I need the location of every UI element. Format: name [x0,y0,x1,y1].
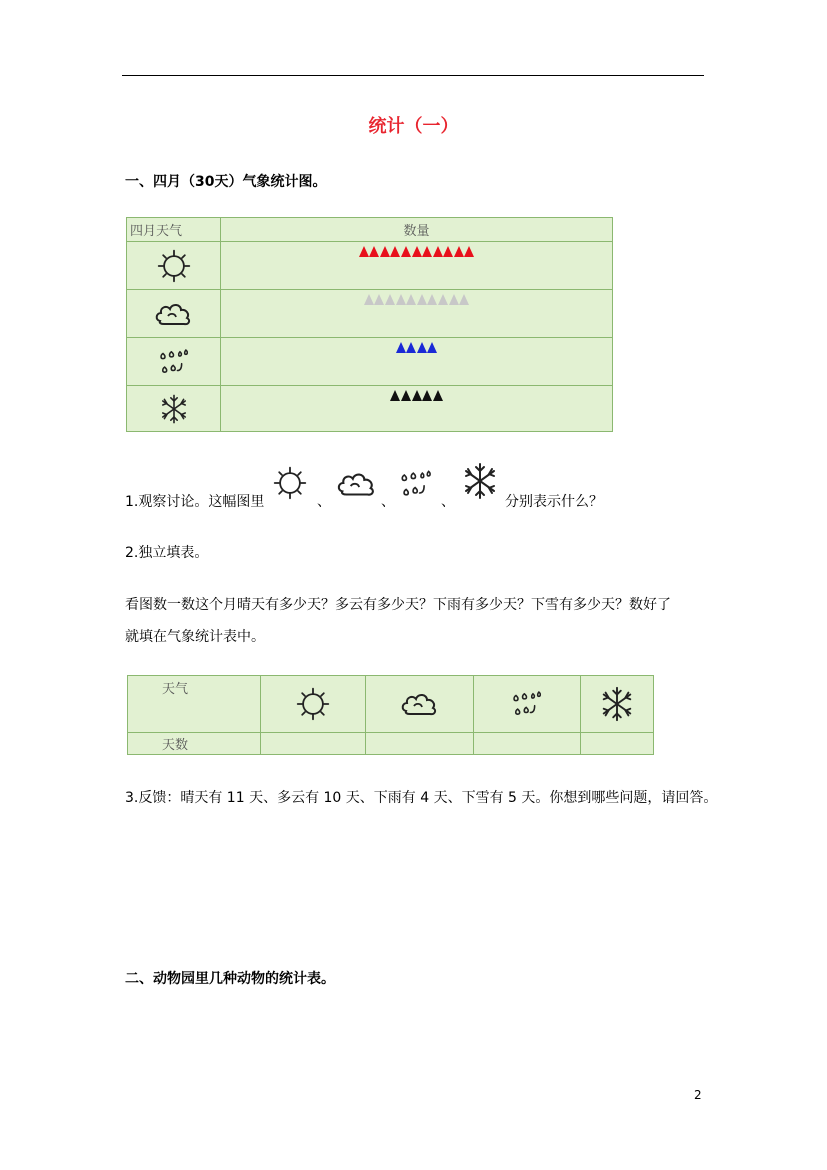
q1-separator: 、 [441,494,455,510]
triangle-marker [443,246,453,257]
triangle-marker [380,246,390,257]
q2-line1: 看图数一数这个月晴天有多少天？多云有多少天？下雨有多少天？下雪有多少天？数好了 [125,597,671,613]
triangle-marker [422,246,432,257]
q3-text: 3.反馈：晴天有 11 天、多云有 10 天、下雨有 4 天、下雪有 5 天。你想到哪些问题，请回答。 [125,790,718,806]
triangle-marker [406,342,416,353]
days-cell-rainy[interactable] [474,732,581,754]
header-count: 数量 [221,218,613,242]
triangle-marker [438,294,448,305]
q1-separator: 、 [381,494,395,510]
triangle-marker [449,294,459,305]
snow-icon [581,683,653,725]
section2-heading: 二、动物园里几种动物的统计表。 [125,971,335,987]
triangle-marker [359,246,369,257]
triangle-marker [390,246,400,257]
triangle-marker [390,390,400,401]
triangle-marker [433,390,443,401]
q1-separator: 、 [317,494,331,510]
cloud-icon [336,468,378,504]
rain-icon [127,345,220,379]
triangle-marker [459,294,469,305]
triangle-marker [364,294,374,305]
row-label-days: 天数 [128,732,261,754]
rain-icon [398,466,434,506]
days-cell-sunny[interactable] [261,732,366,754]
page-title: 统计（一） [368,116,459,137]
triangle-marker [401,246,411,257]
triangle-marker [406,294,416,305]
triangle-marker [417,294,427,305]
top-rule [122,75,704,76]
weather-fill-table [127,675,654,755]
header-weather: 四月天气 [127,218,221,242]
snow-icon [460,460,500,506]
q2-heading: 2.独立填表。 [125,545,209,561]
triangle-marker [417,342,427,353]
rain-icon [474,687,580,721]
triangle-row [221,386,612,401]
sun-icon [261,686,365,722]
triangle-marker [396,342,406,353]
row-label-weather: 天气 [128,676,261,733]
triangle-marker [454,246,464,257]
triangle-marker [433,246,443,257]
page-number: 2 [694,1088,702,1102]
weather-pictograph [126,217,613,432]
triangle-marker [401,390,411,401]
days-cell-snowy[interactable] [581,732,654,754]
triangle-marker [422,390,432,401]
triangle-marker [374,294,384,305]
sun-icon [127,248,220,284]
cloud-icon [127,299,220,329]
triangle-marker [412,246,422,257]
cloud-icon [366,689,473,719]
triangle-marker [427,342,437,353]
section1-heading: 一、四月（30天）气象统计图。 [125,174,327,190]
triangle-marker [369,246,379,257]
triangle-marker [464,246,474,257]
q1-suffix: 分别表示什么？ [505,494,603,510]
triangle-marker [385,294,395,305]
q2-line2: 就填在气象统计表中。 [125,629,265,645]
triangle-row [221,290,612,305]
snow-icon [127,393,220,425]
triangle-row [221,338,612,353]
days-cell-cloudy[interactable] [366,732,474,754]
sun-icon [272,465,308,505]
q1-prefix: 1.观察讨论。这幅图里 [125,494,265,510]
triangle-marker [412,390,422,401]
triangle-marker [427,294,437,305]
triangle-marker [396,294,406,305]
triangle-row [221,242,612,257]
